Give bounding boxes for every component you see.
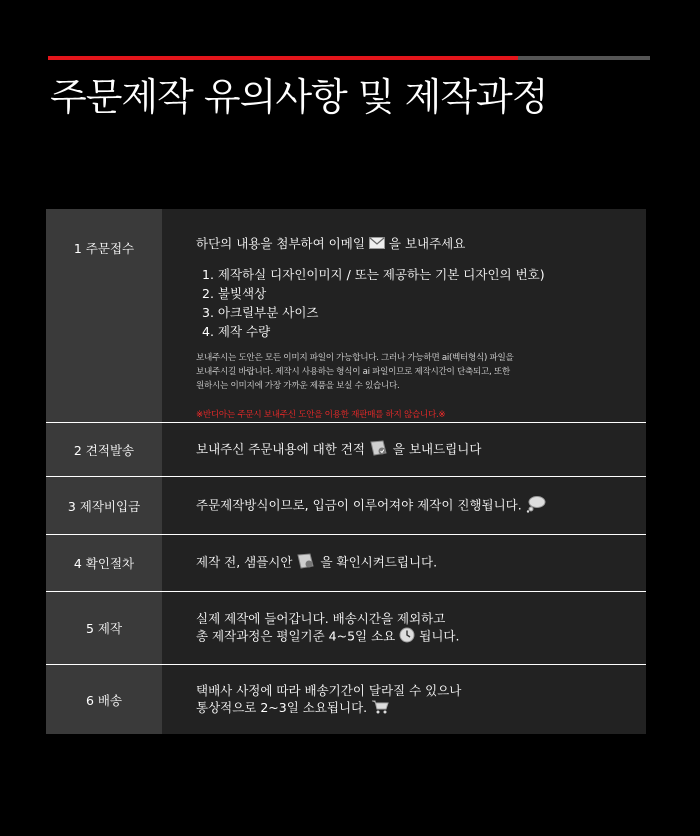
step-content: [162, 209, 646, 422]
page-title: 주문제작 유의사항 및 제작과정: [50, 75, 548, 119]
table-row-order: [46, 209, 646, 423]
step-label: 3 제작비입금: [46, 477, 162, 534]
table-row-estimate: [46, 423, 646, 477]
clock-icon: [399, 627, 415, 647]
table-row-confirm: [46, 535, 646, 592]
envelope-icon: [369, 236, 385, 253]
step-content: 실제 제작에 들어갑니다. 배송시간을 제외하고 총 제작과정은 평일기준 4~5일 소요 됩니다.: [162, 592, 646, 664]
table-row-payment: [46, 477, 646, 535]
speech-bubble-icon: [526, 495, 546, 517]
step-content: 주문제작방식이므로, 입금이 이루어져야 제작이 진행됩니다.: [162, 477, 646, 534]
sample-icon: [296, 552, 316, 574]
table-row-delivery: [46, 665, 646, 734]
estimate-icon: [369, 439, 389, 461]
file-format-note: 보내주시는 도안은 모든 이미지 파일이 가능합니다. 그러나 가능하면 ai(벡터형식) 파일을 보내주시길 바랍니다. 제작시 사용하는 형식이 ai 파일이므로 제작시간이 단축되고, 또한 원하시는 이미지에 가장 가까운 제품을 보실 수 있습니다.: [196, 353, 514, 391]
step-content: 제작 전, 샘플시안 을 확인시켜드립니다.: [162, 535, 646, 591]
table-row-production: [46, 592, 646, 665]
step-content: 보내주신 주문내용에 대한 견적 을 보내드립니다: [162, 423, 646, 476]
step-label: 5 제작: [46, 592, 162, 664]
title-underline-accent: [48, 56, 518, 60]
title-underline-bar: [48, 56, 650, 60]
list-item: 2. 불빛색상: [202, 286, 267, 301]
cart-icon: [371, 699, 389, 718]
step-label: 4 확인절차: [46, 535, 162, 591]
list-item: 3. 아크릴부분 사이즈: [202, 305, 319, 320]
step-label: 1 주문접수: [46, 209, 162, 422]
process-table: [46, 209, 646, 734]
step-label: 2 견적발송: [46, 423, 162, 476]
list-item: 1. 제작하실 디자인이미지 / 또는 제공하는 기본 디자인의 번호): [202, 267, 545, 282]
order-intro: 하단의 내용을 첨부하여 이메일 을 보내주세요: [196, 236, 466, 251]
step-label: 6 배송: [46, 665, 162, 734]
step-content: 택배사 사정에 따라 배송기간이 달라질 수 있으나 통상적으로 2~3일 소요됩니다.: [162, 665, 646, 734]
order-requirements-list: [202, 265, 646, 341]
list-item: 4. 제작 수량: [202, 324, 271, 339]
resale-warning: ※반디아는 주문시 보내주신 도안을 이용한 재판매를 하지 않습니다.※: [196, 410, 446, 420]
